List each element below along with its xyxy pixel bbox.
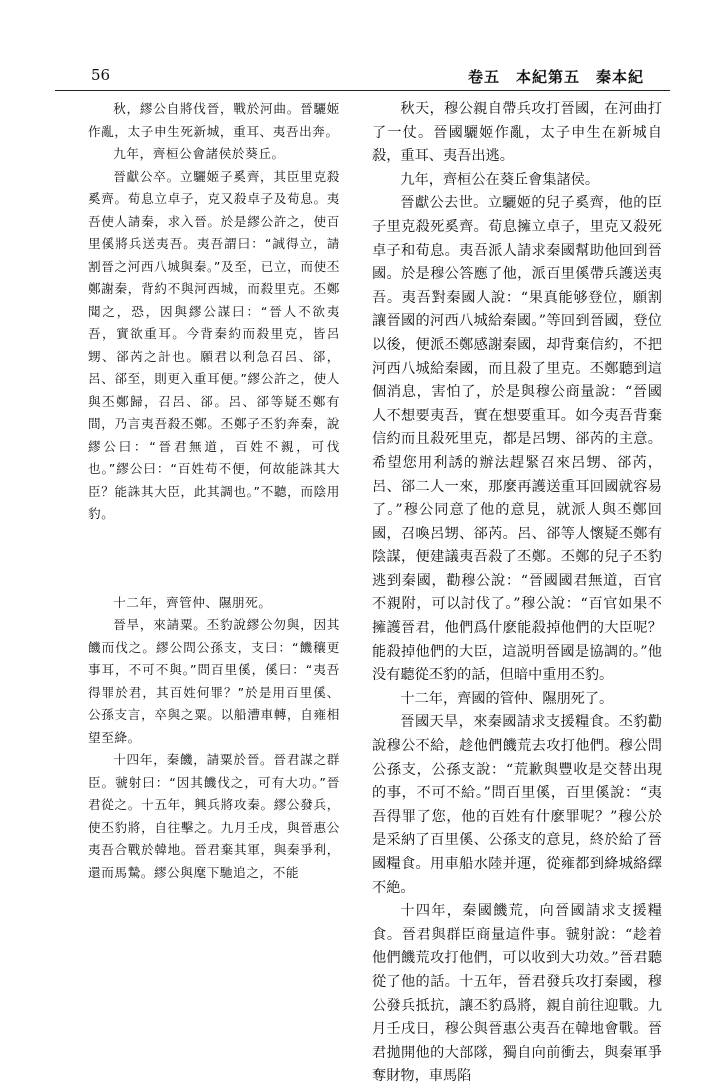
page-header	[55, 66, 670, 88]
original-paragraph: 十四年，秦饑，請粟於晉。晉君謀之群臣。虢射曰：“因其饑伐之，可有大功。”晉君從之。十五年，興兵將攻秦。繆公發兵，使丕豹將，自往擊之。九月壬戌，與晉惠公夷吾合戰於韓地。晉君棄其軍，與秦爭利，還而馬騺。繆公與麾下馳追之，不能	[88, 752, 340, 880]
page-number: 56	[91, 66, 111, 84]
translation-paragraph: 十二年，齊國的管仲、隰朋死了。	[400, 690, 614, 707]
translation-paragraph: 十四年，秦國饑荒，向晉國請求支援糧食。晉君與群臣商量這件事。虢射說：“趁着他們饑荒攻打他們，可以收到大功效。”晉君聽從了他的話。十五年，晉君發兵攻打秦國，穆公發兵抵抗，讓丕豹爲將，親自前往迎戰。九月壬戌日，穆公與晉惠公夷吾在韓地會戰。晉君拋開他的大部隊，獨自向前衝去，與秦軍爭奪財物，車馬陷	[372, 903, 662, 1085]
original-paragraph: 九年，齊桓公會諸侯於葵丘。	[113, 146, 285, 161]
translation-column	[372, 98, 662, 1089]
translation-paragraph: 九年，齊桓公在葵丘會集諸侯。	[400, 171, 600, 188]
translation-paragraph: 晉國天旱，來秦國請求支援糧食。丕豹勸說穆公不給，趁他們饑荒去攻打他們。穆公問公孫支，公孫支說：“荒歉與豐收是交替出現的事，不可不給。”問百里傒，百里傒說：“夷吾得罪了您，他的百姓有什麽罪呢？”穆公於是采納了百里傒、公孫支的意見，終於給了晉國糧食。用車船水陸并運，從雍都到絳城絡繹不絶。	[372, 714, 662, 896]
translation-paragraph: 晉獻公去世。立驪姬的兒子奚齊，他的臣子里克殺死奚齊。荀息擁立卓子，里克又殺死卓子和荀息。夷吾派人請求秦國幫助他回到晉國。於是穆公答應了他，派百里傒帶兵護送夷吾。夷吾對秦國人說：“果真能够登位，願割讓晉國的河西八城給秦國。”等回到晉國，登位以後，便派丕鄭感謝秦國，却背棄信約，不把河西八城給秦國，而且殺了里克。丕鄭聽到這個消息，害怕了，於是與穆公商量說：“晉國人不想要夷吾，實在想要重耳。如今夷吾背棄信約而且殺死里克，都是呂甥、郤芮的主意。希望您用利誘的辦法趕緊召來呂甥、郤芮，呂、郤二人一來，那麼再護送重耳回國就容易了。”穆公同意了他的意見，就派人與丕鄭回國，召喚呂甥、郤芮。呂、郤等人懷疑丕鄭有陰謀，便建議夷吾殺了丕鄭。丕鄭的兒子丕豹逃到秦國，勸穆公說：“晉國國君無道，百官不親附，可以討伐了。”穆公說：“百官如果不擁護晉君，他們爲什麽能殺掉他們的大臣呢？能殺掉他們的大臣，這説明晉國是協調的。”他没有聽從丕豹的話，但暗中重用丕豹。	[372, 195, 662, 684]
original-paragraph: 秋，繆公自將伐晉，戰於河曲。晉驪姬作亂，太子申生死新城，重耳、夷吾出奔。	[88, 101, 340, 139]
original-paragraph: 晉旱，來請粟。丕豹說繆公勿與，因其饑而伐之。繆公問公孫支，支曰：“饑穰更事耳，不可不與。”問百里傒，傒曰：“夷吾得罪於君，其百姓何罪？”於是用百里傒、公孫支言，卒與之粟。以船漕車轉，自雍相望至絳。	[88, 617, 340, 745]
original-paragraph: 十二年，齊管仲、隰朋死。	[113, 594, 272, 610]
original-paragraph: 晉獻公卒。立驪姬子奚齊，其臣里克殺奚齊。荀息立卓子，克又殺卓子及荀息。夷吾使人請秦，求入晉。於是繆公許之，使百里傒將兵送夷吾。夷吾謂曰：“誠得立，請割晉之河西八城與秦。”及至，已立，而使丕鄭謝秦，背約不與河西城，而殺里克。丕鄭聞之，恐，因與繆公謀曰：“晉人不欲夷吾，實欲重耳。今背秦約而殺里克，皆呂甥、郤芮之計也。願君以利急召呂、郤，呂、郤至，則更入重耳便。”繆公許之，使人與丕鄭歸，召呂、郤。呂、郤等疑丕鄭有間，乃言夷吾殺丕鄭。丕鄭子丕豹奔秦，說繆公曰：“晉君無道，百姓不親，可伐也。”繆公曰：“百姓苟不便，何故能誅其大臣？能誅其大臣，此其調也。”不聽，而陰用豹。	[88, 168, 340, 521]
original-text-column	[88, 98, 340, 884]
running-title: 卷五 本紀第五 秦本紀	[467, 68, 644, 86]
header-rule	[55, 90, 670, 91]
translation-paragraph: 秋天，穆公親自帶兵攻打晉國，在河曲打了一仗。晉國驪姬作亂，太子申生在新城自殺，重耳、夷吾出逃。	[372, 101, 662, 165]
section-gap	[88, 526, 340, 592]
